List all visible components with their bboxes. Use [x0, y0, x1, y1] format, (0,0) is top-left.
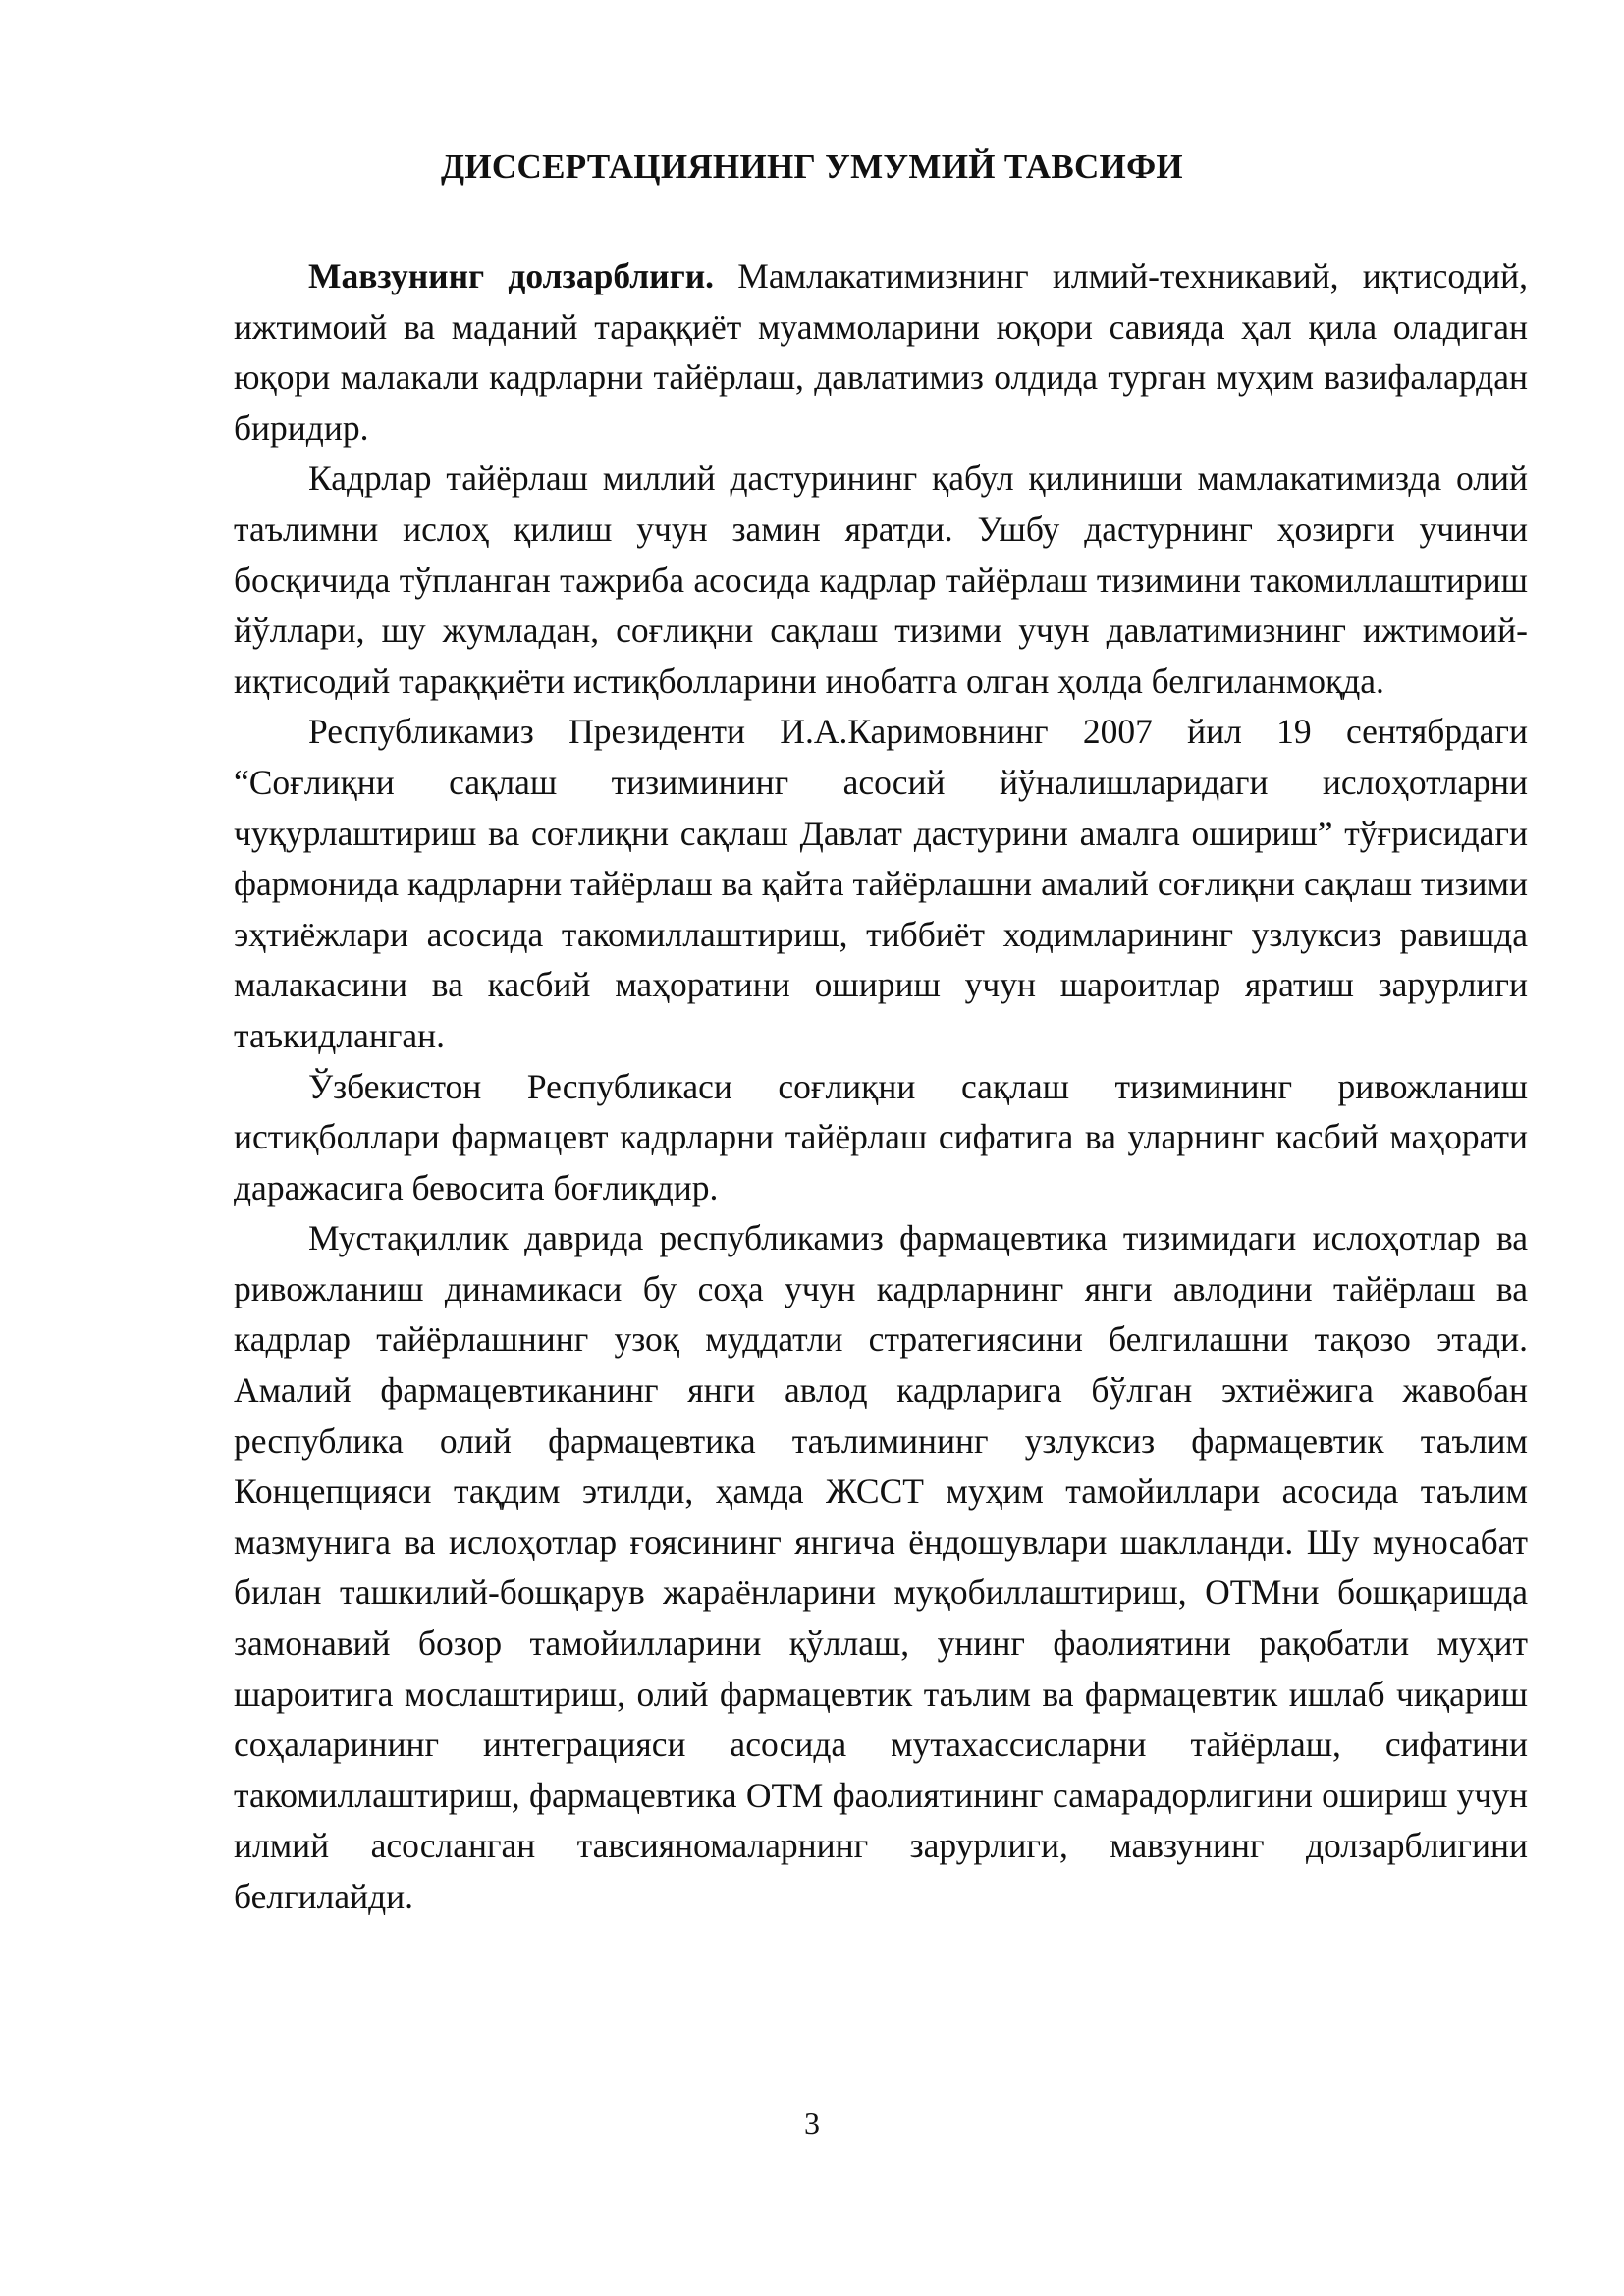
paragraph-text: Мамлакатимизнинг илмий-техникавий, иқтисодий, ижтимоий ва маданий тараққиёт муаммоларини юқори савияда ҳал қила оладиган юқори малакали кадрларни тайёрлаш, давлатимиз олдида турган муҳим вазифалардан биридир.	[234, 256, 1528, 448]
paragraph: Ўзбекистон Республикаси соғлиқни сақлаш тизимининг ривожланиш истиқболлари фармацевт кадрларни тайёрлаш сифатига ва уларнинг касбий маҳорати даражасига бевосита боғлиқдир.	[234, 1066, 1528, 1207]
page-number: 3	[804, 2106, 820, 2141]
paragraph-lead: Мавзунинг долзарблиги.	[308, 256, 715, 295]
paragraph: Республикамиз Президенти И.А.Каримовнинг 2007 йил 19 сентябрдаги “Соғлиқни сақлаш тизимининг асосий йўналишларидаги ислоҳотларни чуқурлаштириш ва соғлиқни сақлаш Давлат дастурини амалга ошириш” тўғрисидаги фармонида кадрларни тайёрлаш ва қайта тайёрлашни амалий соғлиқни сақлаш тизими эҳтиёжлари асосида такомиллаштириш, тиббиёт ходимларининг узлуксиз равишда малакасини ва касбий маҳоратини ошириш учун шароитлар яратиш зарурлиги таъкидланган.	[234, 712, 1528, 1055]
document-body	[234, 251, 1528, 1923]
page-title: ДИССЕРТАЦИЯНИНГ УМУМИЙ ТАВСИФИ	[441, 147, 1183, 186]
paragraph: Мустақиллик даврида республикамиз фармацевтика тизимидаги ислоҳотлар ва ривожланиш динамикаси бу соҳа учун кадрларнинг янги авлодини тайёрлаш ва кадрлар тайёрлашнинг узоқ муддатли стратегиясини белгилашни тақозо этади. Амалий фармацевтиканинг янги авлод кадрларига бўлган эхтиёжига жавобан республика олий фармацевтика таълимининг узлуксиз фармацевтик таълим Концепцияси тақдим этилди, ҳамда ЖССТ муҳим тамойиллари асосида таълим мазмунига ва ислоҳотлар ғоясининг янгича ёндошувлари шаклланди. Шу муносабат билан ташкилий-бошқарув жараёнларини муқобиллаштириш, ОТМни бошқаришда замонавий бозор тамойилларини қўллаш, унинг фаолиятини рақобатли муҳит шароитига мослаштириш, олий фармацевтик таълим ва фармацевтик ишлаб чиқариш соҳаларининг интеграцияси асосида мутахассисларни тайёрлаш, сифатини такомиллаштириш, фармацевтика ОТМ фаолиятининг самарадорлигини ошириш учун илмий асосланган тавсияномаларнинг зарурлиги, мавзунинг долзарблигини белгилайди.	[234, 1218, 1528, 1916]
paragraph-relevance	[234, 251, 1528, 454]
paragraph: Кадрлар тайёрлаш миллий дастурининг қабул қилиниши мамлакатимизда олий таълимни ислоҳ қилиш учун замин яратди. Ушбу дастурнинг ҳозирги учинчи босқичида тўпланган тажриба асосида кадрлар тайёрлаш тизимини такомиллаштириш йўллари, шу жумладан, соғлиқни сақлаш тизими учун давлатимизнинг ижтимоий-иқтисодий тараққиёти истиқболларини инобатга олган ҳолда белгиланмоқда.	[234, 458, 1528, 701]
